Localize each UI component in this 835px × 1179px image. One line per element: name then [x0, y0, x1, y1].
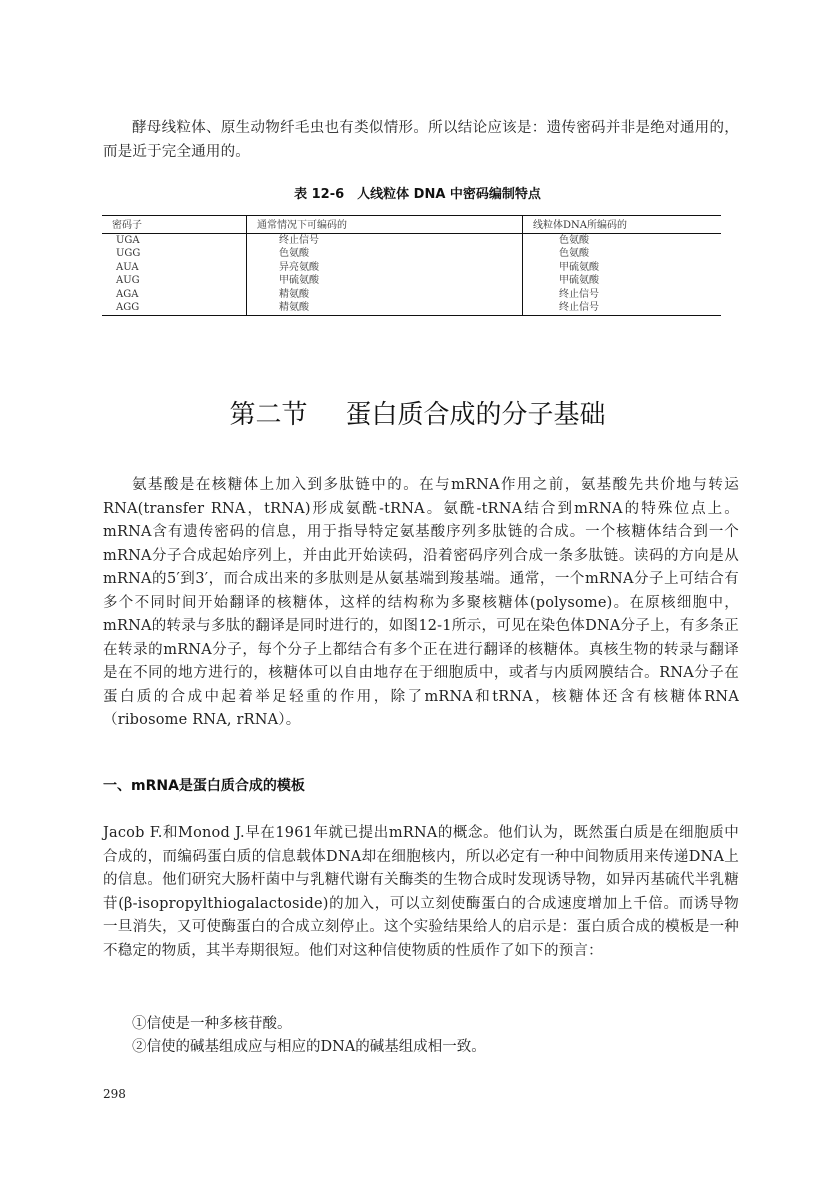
body-paragraph-2: Jacob F.和Monod J.早在1961年就已提出mRNA的概念。他们认为，既然蛋白质是在细胞质中合成的，而编码蛋白质的信息载体DNA却在细胞核内，所以必定有一种中间物质用来传递DNA上的信息。他们研究大肠杆菌中与乳糖代谢有关酶类的生物合成时发现诱导物，如异丙基硫代半乳糖苷(β-isopropylthiogalactoside)的加入，可以立刻使酶蛋白的合成速度增加上千倍。而诱导物一旦消失，又可使酶蛋白的合成立刻停止。这个实验结果给人的启示是：蛋白质合成的模板是一种不稳定的物质，其半寿期很短。他们对这种信使物质的性质作了如下的预言： — [103, 825, 739, 959]
cell-mitochondrial: 甲硫氨酸 — [523, 261, 722, 275]
cell-standard: 精氨酸 — [247, 301, 523, 315]
cell-codon: AUA — [116, 261, 139, 273]
cell-codon: UGG — [116, 248, 141, 259]
list-item: ②信使的碱基组成应与相应的DNA的碱基组成相一致。 — [132, 1039, 486, 1055]
cell-codon: AGA — [116, 288, 139, 300]
cell-standard: 异亮氨酸 — [247, 261, 523, 275]
cell-codon: AGG — [102, 301, 247, 315]
table-row — [102, 274, 721, 288]
section-title — [0, 394, 835, 431]
cell-codon: AUG — [116, 275, 140, 286]
cell-mitochondrial: 终止信号 — [523, 288, 722, 302]
section-number: 第二节 — [229, 400, 308, 430]
cell-mitochondrial: 甲硫氨酸 — [523, 274, 722, 288]
cell-standard: 色氨酸 — [247, 247, 523, 261]
body-paragraph-1: 氨基酸是在核糖体上加入到多肽链中的。在与mRNA作用之前，氨基酸先共价地与转运RNA(transfer RNA，tRNA)形成氨酰-tRNA。氨酰-tRNA结合到mRNA的特殊位点上。mRNA含有遗传密码的信息，用于指导特定氨基酸序列多肽链的合成。一个核糖体结合到一个mRNA分子合成起始序列上，并由此开始读码，沿着密码序列合成一条多肽链。读码的方向是从mRNA的5′到3′，而合成出来的多肽则是从氨基端到羧基端。通常，一个mRNA分子上可结合有多个不同时间开始翻译的核糖体，这样的结构称为多聚核糖体(polysome)。在原核细胞中，mRNA的转录与多肽的翻译是同时进行的，如图12-1所示，可见在染色体DNA分子上，有多条正在转录的mRNA分子，每个分子上都结合有多个正在进行翻译的核糖体。真核生物的转录与翻译是在不同的地方进行的，核糖体可以自由地存在于细胞质中，或者与内质网膜结合。RNA分子在蛋白质的合成中起着举足轻重的作用，除了mRNA和tRNA，核糖体还含有核糖体RNA（ribosome RNA, rRNA）。 — [103, 477, 739, 728]
cell-mitochondrial: 色氨酸 — [523, 247, 722, 261]
section-name: 蛋白质合成的分子基础 — [345, 400, 606, 430]
table-header-row — [102, 216, 721, 234]
list-item: ①信使是一种多核苷酸。 — [132, 1016, 292, 1032]
cell-standard: 精氨酸 — [247, 288, 523, 302]
page-number: 298 — [103, 1087, 126, 1101]
table-row — [102, 233, 721, 247]
header-standard: 通常情况下可编码的 — [247, 216, 523, 234]
intro-paragraph: 酵母线粒体、原生动物纤毛虫也有类似情形。所以结论应该是：遗传密码并非是绝对通用的，而是近于完全通用的。 — [103, 120, 739, 160]
table-row — [102, 301, 721, 315]
cell-mitochondrial: 色氨酸 — [523, 233, 722, 247]
table-caption: 表 12-6 人线粒体 DNA 中密码编制特点 — [294, 187, 541, 202]
subheading: 一、mRNA是蛋白质合成的模板 — [103, 778, 305, 794]
codon-table — [102, 215, 721, 316]
header-mitochondrial: 线粒体DNA所编码的 — [523, 216, 722, 234]
table-row — [102, 288, 721, 302]
cell-standard: 终止信号 — [247, 233, 523, 247]
table-row — [102, 247, 721, 261]
cell-codon: UGA — [116, 234, 140, 246]
cell-standard: 甲硫氨酸 — [247, 274, 523, 288]
header-codon: 密码子 — [102, 216, 247, 234]
cell-mitochondrial: 终止信号 — [523, 301, 722, 315]
table-row — [102, 261, 721, 275]
